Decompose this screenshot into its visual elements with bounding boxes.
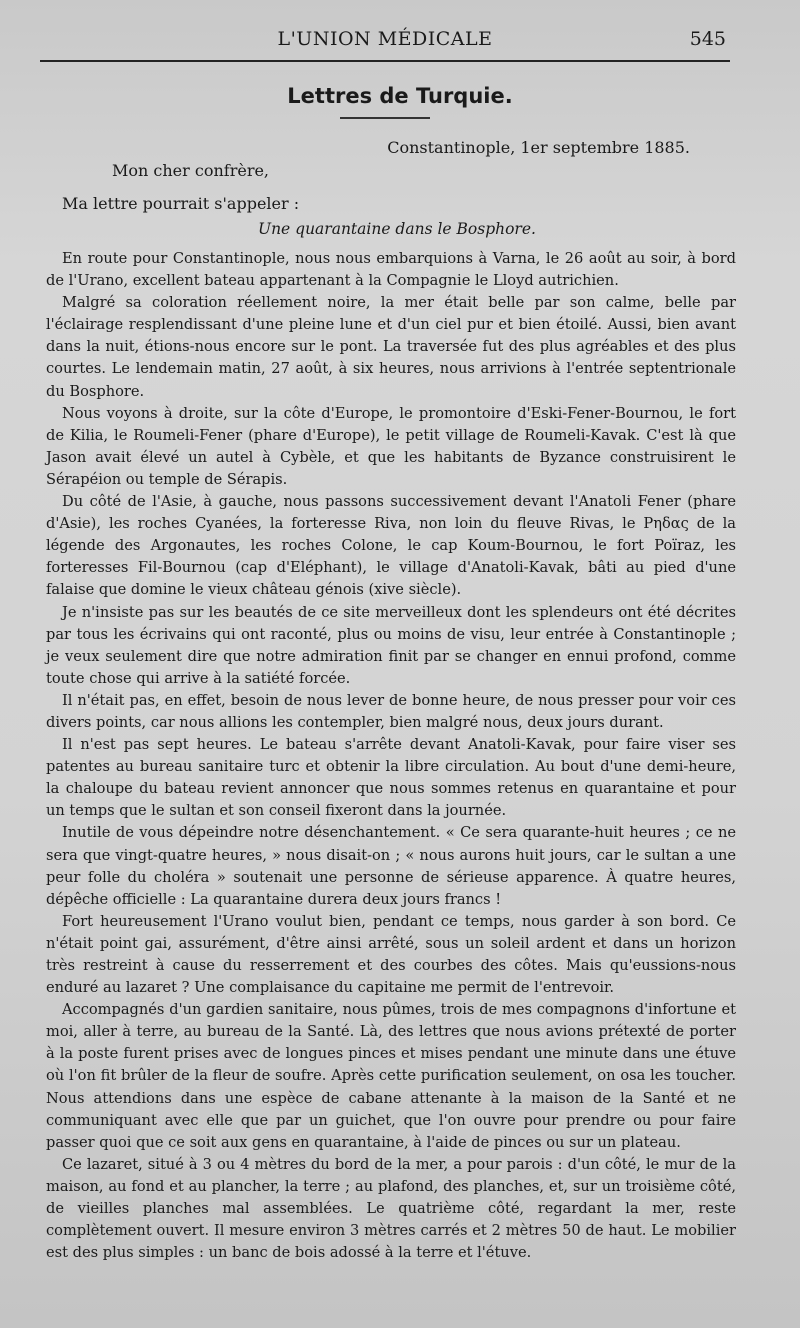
paragraph: Accompagnés d'un gardien sanitaire, nous pûmes, trois de mes compagnons d'infortune et moi, aller à terre, au bureau de la Santé. Là, des lettres que nous avions prétexté de porter à la poste furent prises avec de longues pinces et mises pendant une minute dans une étuve où l'on fit brûler de la fleur de soufre. Après cette purification seulement, on osa les toucher. Nous attendions dans une espèce de cabane attenante à la maison de la Santé et ne communiquant avec elle que par un guichet, que l'on ouvre pour prendre ou pour faire passer quoi que ce soit aux gens en quarantaine, à l'aide de pinces ou sur un plateau. bbox=[46, 1001, 736, 1151]
title-rule bbox=[340, 117, 430, 119]
page-number: 545 bbox=[689, 28, 726, 50]
intro-line: Ma lettre pourrait s'appeler : bbox=[62, 194, 300, 213]
paragraph: Du côté de l'Asie, à gauche, nous passons successivement devant l'Anatoli Fener (phare d'Asie), les roches Cyanées, la forteresse Riva, non loin du fleuve Rivas, le Pηδας de la légende des Argonautes, les roches Colone, le cap Koum-Bournou, le fort Poïraz, les forteresses Fil-Bournou (cap d'Eléphant), le village d'Anatoli-Kavak, bâti au pied d'une falaise que domine le vieux château génois (xive siècle). bbox=[46, 493, 736, 599]
running-header bbox=[40, 24, 730, 62]
paragraph: Malgré sa coloration réellement noire, la mer était belle par son calme, belle par l'éclairage resplendissant d'une pleine lune et d'un ciel pur et bien étoilé. Aussi, bien avant dans la nuit, étions-nous encore sur le pont. La traversée fut des plus agréables et des plus courtes. Le lendemain matin, 27 août, à six heures, nous arrivions à l'entrée septentrionale du Bosphore. bbox=[46, 294, 736, 400]
paragraph: Nous voyons à droite, sur la côte d'Europe, le promontoire d'Eski-Fener-Bournou, le fort de Kilia, le Roumeli-Fener (phare d'Europe), le petit village de Roumeli-Kavak. C'est là que Jason avait élevé un autel à Cybèle, et que les habitants de Byzance construisirent le Sérapéion ou temple de Sérapis. bbox=[46, 404, 736, 488]
article-body bbox=[46, 248, 736, 1264]
salutation: Mon cher confrère, bbox=[112, 161, 270, 180]
paragraph: En route pour Constantinople, nous nous embarquions à Varna, le 26 août au soir, à bord de l'Urano, excellent bateau appartenant à la Compagnie le Lloyd autrichien. bbox=[46, 250, 736, 290]
paragraph: Il n'est pas sept heures. Le bateau s'arrête devant Anatoli-Kavak, pour faire viser ses patentes au bureau sanitaire turc et obtenir la libre circulation. Au bout d'une demi-heure, la chaloupe du bateau revient annoncer que nous sommes retenus en quarantaine et pour un temps que le sultan et son conseil fixeront dans la journée. bbox=[46, 736, 736, 820]
paragraph: Ce lazaret, situé à 3 ou 4 mètres du bord de la mer, a pour parois : d'un côté, le mur de la maison, au fond et au plancher, la terre ; au plafond, des planches, et, sur un troisième côté, de vieilles planches mal assemblées. Le quatrième côté, regardant la mer, reste complètement ouvert. Il mesure environ 3 mètres carrés et 2 mètres 50 de haut. Le mobilier est des plus simples : un banc de bois adossé à la terre et l'étuve. bbox=[46, 1155, 736, 1262]
running-title: L'UNION MÉDICALE bbox=[277, 28, 493, 50]
dateline: Constantinople, 1er septembre 1885. bbox=[387, 138, 690, 157]
paragraph: Inutile de vous dépeindre notre désenchantement. « Ce sera quarante-huit heures ; ce ne sera que vingt-quatre heures, » nous disait-on ; « nous aurons huit jours, car le sultan a une peur folle du choléra » soutenait une personne de sérieuse apparence. À quatre heures, dépêche officielle : La quarantaine durera deux jours francs ! bbox=[46, 824, 736, 908]
letter-subtitle: Une quarantaine dans le Bosphore. bbox=[258, 220, 536, 238]
paragraph: Je n'insiste pas sur les beautés de ce site merveilleux dont les splendeurs ont été décrites par tous les écrivains qui ont raconté, plus ou moins de visu, leur entrée à Constantinople ; je veux seulement dire que notre admiration finit par se changer en ennui profond, comme toute chose qui arrive à la satiété forcée. bbox=[46, 603, 736, 687]
paragraph: Fort heureusement l'Urano voulut bien, pendant ce temps, nous garder à son bord. Ce n'était point gai, assurément, d'être ainsi arrêté, sous un soleil ardent et dans un horizon très restreint à cause du resserrement et des courbes des côtes. Mais qu'eussions-nous enduré au lazaret ? Une complaisance du capitaine me permit de l'entrevoir. bbox=[46, 912, 736, 997]
paragraph: Il n'était pas, en effet, besoin de nous lever de bonne heure, de nous presser pour voir ces divers points, car nous allions les contempler, bien malgré nous, deux jours durant. bbox=[46, 691, 736, 731]
article-title: Lettres de Turquie. bbox=[287, 84, 513, 108]
